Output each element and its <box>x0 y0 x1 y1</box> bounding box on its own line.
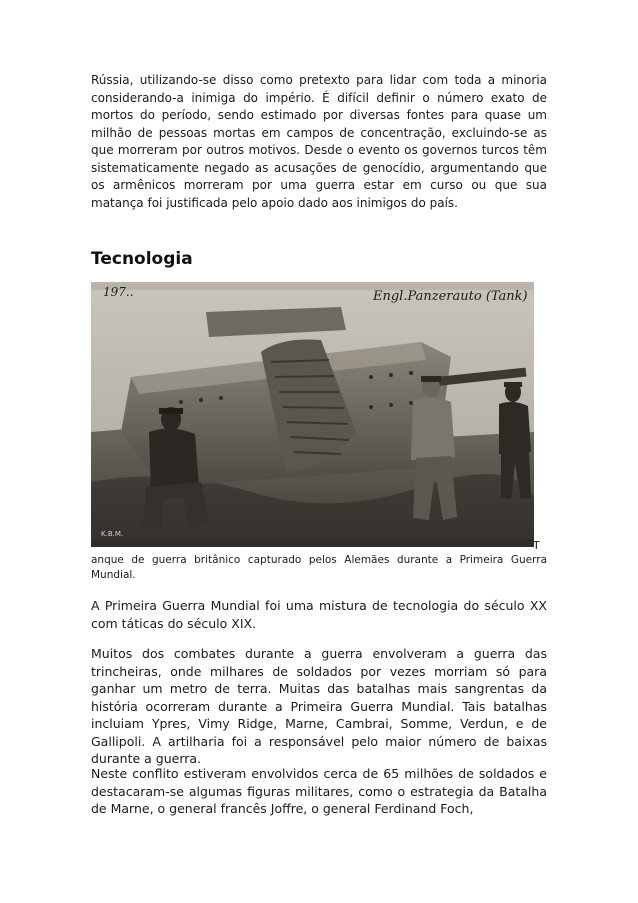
paragraph-trenches: Muitos dos combates durante a guerra envolveram a guerra das trincheiras, onde milhares de soldados por vezes morriam só para ganhar um metro de terra. Muitas das batalhas mais sangrentas da história ocorreram durante a Primeira Guerra Mundial. Tais batalhas incluiam Ypres, Vimy Ridge, Marne, Cambrai, Somme, Verdun, e de Gallipoli. A artilharia foi a responsável pelo maior número de baixas durante a guerra. <box>91 646 547 766</box>
photo-caption: anque de guerra britânico capturado pelos Alemães durante a Primeira Guerra Mundial. <box>91 554 547 581</box>
photo-stamp-text: K.B.M. <box>101 530 124 538</box>
caption-first-letter: T <box>533 539 540 552</box>
tank-photo-illustration <box>91 282 534 547</box>
paragraph-soldiers: Neste conflito estiveram envolvidos cerca de 65 milhões de soldados e destacaram-se algumas figuras militares, como o estrategia da Batalha de Marne, o general francês Joffre, o general Ferdinand Foch, <box>91 766 547 816</box>
section-heading: Tecnologia <box>91 249 193 269</box>
intro-paragraph: Rússia, utilizando-se disso como pretexto para lidar com toda a minoria considerando-a inimiga do império. É difícil definir o número exato de mortos do período, sendo estimado por diversas fontes para quase um milhão de pessoas mortas em campos de concentração, excluindo-se as que morreram por outros motivos. Desde o evento os governos turcos têm sistematicamente negado as acusações de genocídio, argumentando que os armênicos morreram por uma guerra estar em curso ou que sua matança foi justificada pelo apoio dado aos inimigos do país. <box>91 73 547 210</box>
photo-title-text: Engl.Panzerauto (Tank) <box>373 289 528 304</box>
photo-number-text: 197.. <box>103 285 134 299</box>
paragraph-technology: A Primeira Guerra Mundial foi uma mistura de tecnologia do século XX com táticas do século XIX. <box>91 598 547 631</box>
tank-photo <box>91 282 534 547</box>
